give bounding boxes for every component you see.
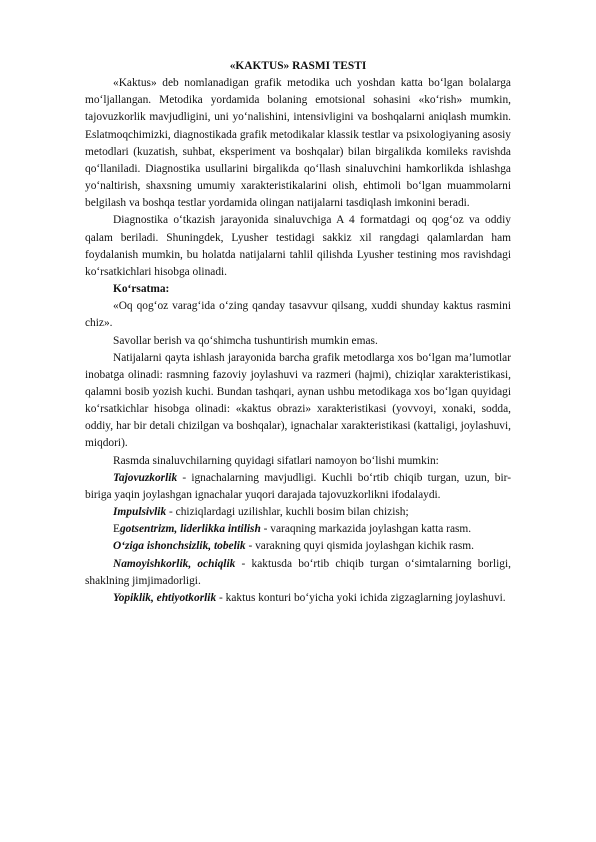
trait-paragraph xyxy=(85,504,511,521)
trait-description: - varakning quyi qismida joylashgan kichik rasm. xyxy=(245,540,475,553)
document-title: «KAKTUS» RASMI TESTI xyxy=(229,60,367,72)
trait-term: gotsentrizm, liderlikka intilish xyxy=(119,523,261,536)
trait-paragraph xyxy=(85,538,511,555)
trait-description: - kaktusda bo‘rtib chiqib turgan o‘simtalarning borligi, shaklning jimjimadorligi. xyxy=(85,557,511,587)
trait-term: O‘ziga ishonchsizlik, tobelik xyxy=(113,540,246,553)
trait-prefix: E xyxy=(113,523,120,536)
body-paragraph: Savollar berish va qo‘shimcha tushuntirish mumkin emas. xyxy=(113,334,378,347)
trait-description: - varaqning markazida joylashgan katta rasm. xyxy=(260,523,472,536)
trait-paragraph xyxy=(85,521,511,538)
trait-description: - ignachalarning mavjudligi. Kuchli bo‘rtib chiqib turgan, uzun, bir-biriga yaqin joylashgan ignachalar yuqori darajada tajovuzkorlikni ifodalaydi. xyxy=(85,471,511,501)
trait-paragraph xyxy=(85,590,511,607)
body-paragraph: «Oq qog‘oz varag‘ida o‘zing qanday tasavvur qilsang, xuddi shunday kaktus rasmini chiz». xyxy=(85,300,511,330)
document-page xyxy=(85,58,511,607)
body-paragraph: Natijalarni qayta ishlash jarayonida barcha grafik metodlarga xos bo‘lgan ma’lumotlar inobatga olinadi: rasmning fazoviy joylashuvi va razmeri (hajmi), chiziqlar xarakteristikasi, qalamni bosib yozish kuchi. Bundan tashqari, aynan ushbu metodikaga xos bo‘lgan quyidagi ko‘rsatkichlar hisobga olinadi: «kaktus obrazi» xarakteristikasi (yovvoyi, xonaki, sodda, oddiy, har bir detali chizilgan va boshqalar), ignachalar xarakteristikasi (kattaligi, joylashuvi, miqdori). xyxy=(85,351,511,450)
body-paragraph: Rasmda sinaluvchilarning quyidagi sifatlari namoyon bo‘lishi mumkin: xyxy=(113,454,439,467)
trait-description: - chiziqlardagi uzilishlar, kuchli bosim bilan chizish; xyxy=(166,506,409,519)
trait-term: Namoyishkorlik, ochiqlik xyxy=(113,557,236,570)
trait-description: - kaktus konturi bo‘yicha yoki ichida zigzaglarning joylashuvi. xyxy=(216,591,506,604)
trait-term: Tajovuzkorlik xyxy=(113,471,178,484)
intro-paragraph: Diagnostika o‘tkazish jarayonida sinaluvchiga A 4 formatdagi oq qog‘oz va oddiy qalam beriladi. Shuningdek, Lyusher testidagi sakkiz xil rangdagi qalamlardan ham foydalanish mumkin, bu holatda natijalarni tahlil qilishda Lyusher testining mos ravishdagi ko‘rsatkichlari hisobga olinadi. xyxy=(85,214,511,278)
trait-term: Impulsivlik xyxy=(113,506,167,519)
trait-paragraph xyxy=(85,470,511,504)
trait-paragraph xyxy=(85,556,511,590)
intro-paragraph: «Kaktus» deb nomlanadigan grafik metodika uch yoshdan katta bo‘lgan bolalarga mo‘ljallangan. Metodika yordamida bolaning emotsional sohasini «ko‘rish» mumkin, tajovuzkorlik mavjudligini, uni yo‘nalishini, intensivligini va boshqalarni aniqlash mumkin. Eslatmoqchimizki, diagnostikada grafik metodikalar klassik testlar va psixologiyaning asosiy metodlari (kuzatish, suhbat, eksperiment va boshqalar) bilan birgalikda komileks ravishda qo‘llaniladi. Diagnostika usullarini birgalikda qo‘llash sinaluvchini hamkorlikda ishlashga yo‘naltirish, shaxsning umumiy xarakteristikalarini olish, ehtimoli bo‘lgan muammolarni belgilash va boshqa testlar yordamida olingan natijalarni tasdiqlash imkonini beradi. xyxy=(85,77,511,210)
trait-term: Yopiklik, ehtiyotkorlik xyxy=(113,591,217,604)
instruction-heading: Ko‘rsatma: xyxy=(113,283,170,296)
